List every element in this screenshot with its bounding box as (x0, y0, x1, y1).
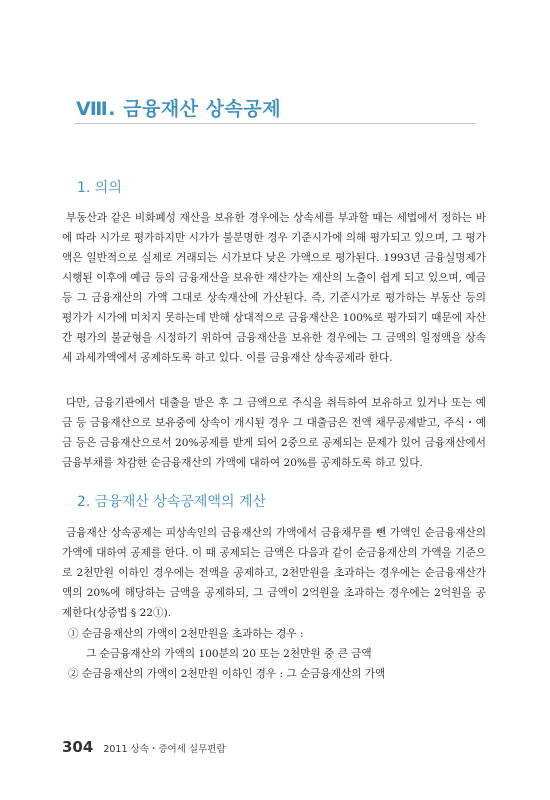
paragraph-2: 다만, 금융기관에서 대출을 받은 후 그 금액으로 주식을 취득하여 보유하고 있거나 또는 예금 등 금융재산으로 보유중에 상속이 개시된 경우 그 대출금은 전액 채무공제받고, 주식・예금 등은 금융재산으로서 20%공제를 받게 되어 2중으로 공제되는 문제가 있어 금융재산에서 금융부채를 차감한 순금융재산의 가액에 대하여 20%를 공제하도록 하고 있다. (62, 397, 486, 469)
section-heading-1: 1. 의의 (77, 180, 122, 196)
paragraph-3: 금융재산 상속공제는 피상속인의 금융재산의 가액에서 금융채무를 뺀 가액인 순금융재산의 가액에 대하여 공제를 한다. 이 때 공제되는 금액은 다음과 같이 순금융재산의 가액을 기준으로 2천만원 이하인 경우에는 전액을 공제하고, 2천만원을 초과하는 경우에는 순금융재산가액의 20%에 해당하는 금액을 공제하되, 그 금액이 2억원을 초과하는 경우에는 2억원을 공제한다(상증법 § 22①). (62, 527, 486, 619)
list-item-1: ① 순금융재산의 가액이 2천만원을 초과하는 경우 : (68, 628, 304, 640)
page-footer (62, 738, 226, 756)
chapter-title: Ⅷ. 금융재산 상속공제 (76, 98, 282, 120)
section-heading-2: 2. 금융재산 상속공제액의 계산 (77, 494, 266, 510)
list-item-2: ② 순금융재산의 가액이 2천만원 이하인 경우 : 그 순금융재산의 가액 (68, 668, 386, 680)
title-divider (74, 123, 476, 124)
paragraph-1: 부동산과 같은 비화폐성 재산을 보유한 경우에는 상속세를 부과할 때는 세법에서 정하는 바에 따라 시가로 평가하지만 시가가 불분명한 경우 기준시가에 의해 평가되고 있으며, 그 평가액은 일반적으로 실제로 거래되는 시가보다 낮은 가액으로 평가된다. 1993년 금융실명제가 시행된 이후에 예금 등의 금융재산을 보유한 재산가는 재산의 노출이 쉽게 되고 있으며, 예금 등 그 금융재산의 가액 그대로 상속재산에 가산된다. 즉, 기준시가로 평가하는 부동산 등의 평가가 시가에 미치지 못하는데 반해 상대적으로 금융재산은 100%로 평가되기 때문에 자산간 평가의 불균형을 시정하기 위하여 금융재산을 보유한 경우에는 그 금액의 일정액을 상속세 과세가액에서 공제하도록 하고 있다. 이를 금융재산 상속공제라 한다. (62, 212, 486, 364)
book-title: 2011 상속・증여세 실무편람 (103, 744, 226, 755)
list-item-1-detail: 그 순금융재산의 가액의 100분의 20 또는 2천만원 중 큰 금액 (86, 648, 372, 660)
page-number: 304 (62, 738, 94, 756)
